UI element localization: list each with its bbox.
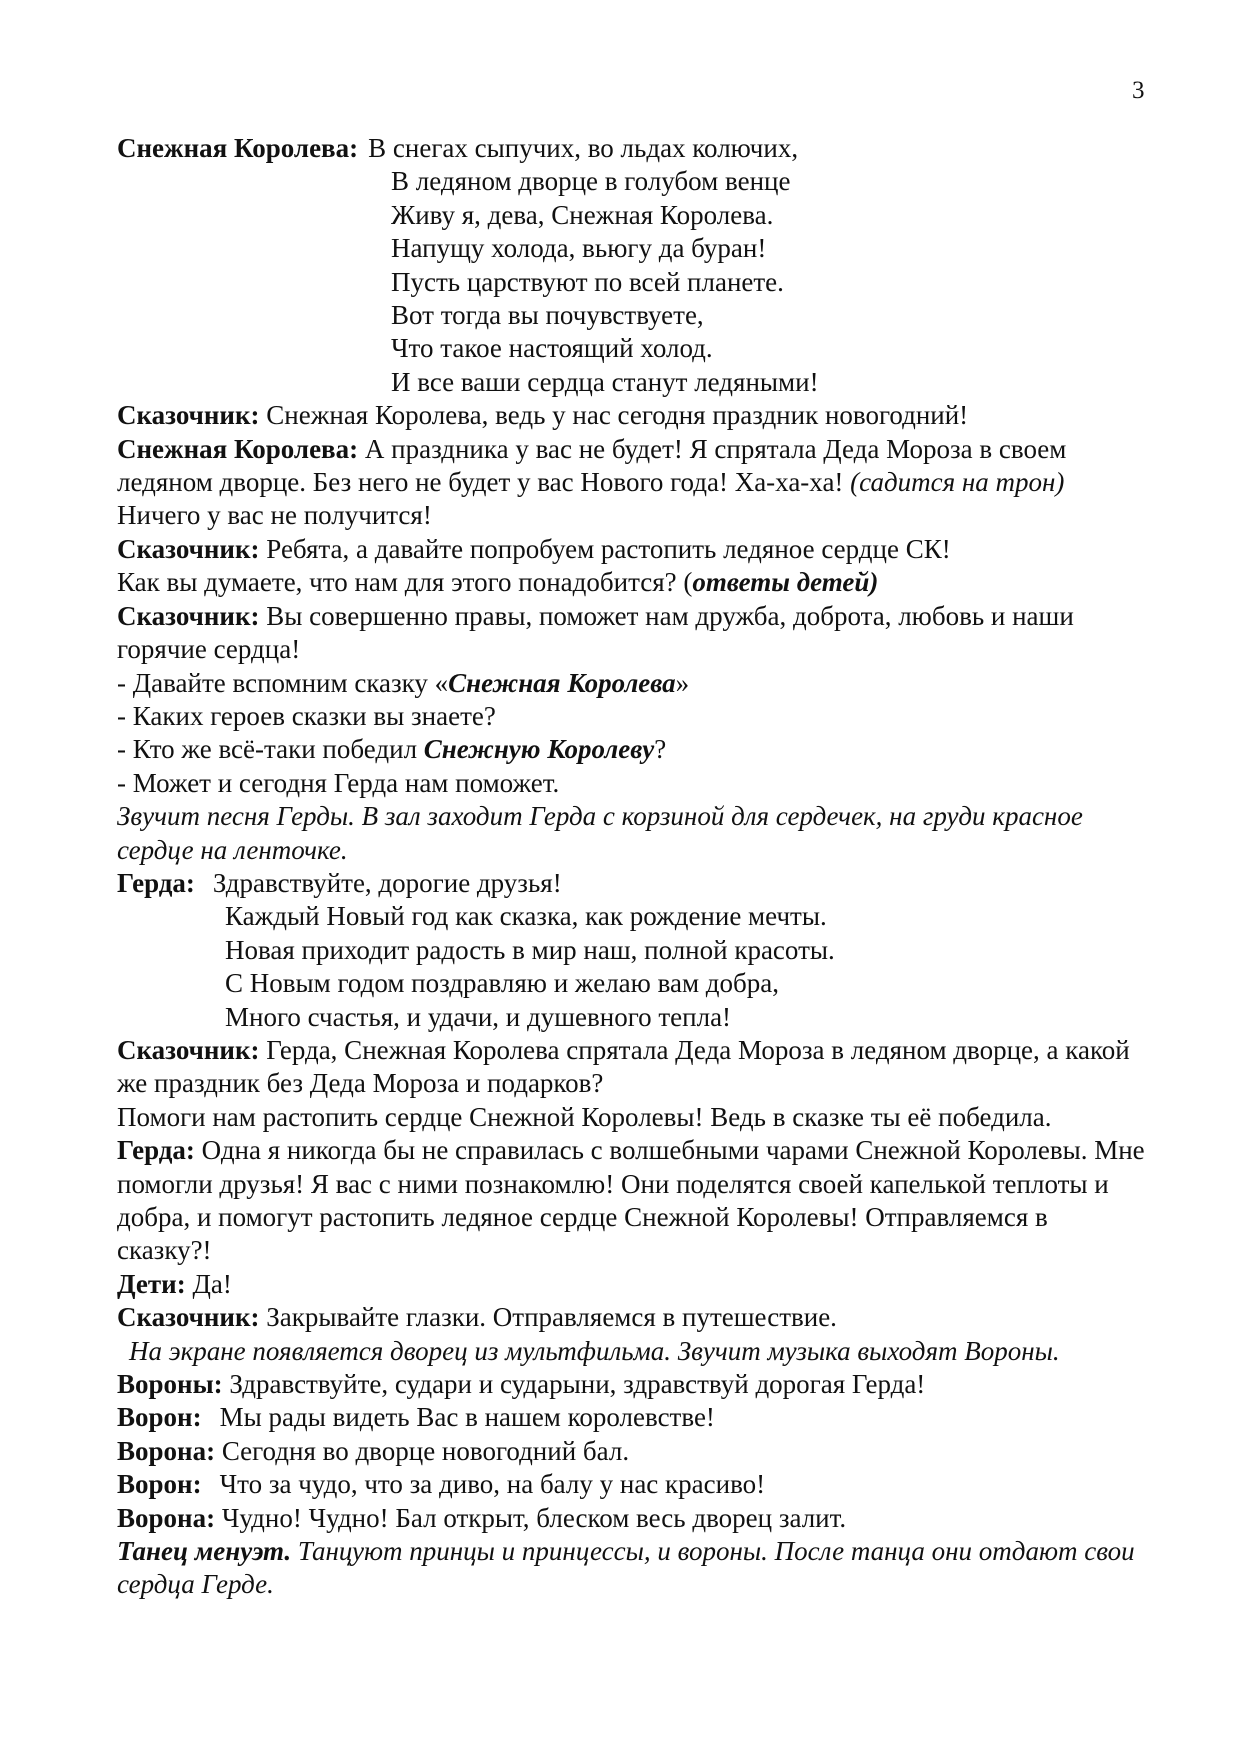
children-speech: Да! [192, 1268, 232, 1299]
speaker-narrator: Сказочник: [117, 400, 260, 431]
queen-poem-line: Вот тогда вы почувствуете, [391, 300, 704, 331]
speaker-narrator: Сказочник: [117, 1034, 260, 1065]
speaker-raven-m: Ворон: [117, 1402, 202, 1433]
question-text: - Давайте вспомним сказку « [117, 667, 449, 698]
gerda-poem-line: Здравствуйте, дорогие друзья! [212, 867, 562, 898]
narrator-line [117, 600, 1147, 667]
question-text: - Может и сегодня Герда нам поможет. [117, 767, 560, 798]
question-text: - Каких героев сказки вы знаете? [117, 700, 496, 731]
narrator-speech: Как вы думаете, что нам для этого понадобится? ( [117, 567, 693, 598]
speaker-narrator: Сказочник: [117, 600, 260, 631]
raven-m-speech: Мы рады видеть Вас в нашем королевстве! [219, 1402, 715, 1433]
speaker-narrator: Сказочник: [117, 533, 260, 564]
gerda-line-1 [117, 867, 1147, 900]
script-text [117, 132, 1147, 1602]
narrator-speech: Снежная Королева, ведь у нас сегодня праздник новогодний! [266, 400, 969, 431]
question-item [117, 733, 1147, 766]
stage-direction: На экране появляется дворец из мультфильма. Звучит музыка выходят Вороны. [129, 1335, 1060, 1366]
narrator-speech: Вы совершенно правы, поможет нам дружба, доброта, любовь и наши горячие сердца! [117, 600, 1074, 665]
narrator-line-continued [117, 566, 1147, 599]
stage-direction-dance [117, 1535, 1147, 1602]
question-emphasis: Снежная Королева [448, 667, 676, 698]
gerda-poem-line: С Новым годом поздравляю и желаю вам добра, [225, 968, 780, 999]
queen-line [117, 433, 1147, 533]
queen-poem-line: В ледяном дворце в голубом венце [391, 166, 791, 197]
narrator-line [117, 1034, 1147, 1101]
raven-m-line [117, 1401, 1147, 1434]
speaker-raven-f: Ворона: [117, 1435, 216, 1466]
question-text-end: » [675, 667, 690, 698]
speaker-children: Дети: [117, 1268, 186, 1299]
question-text: - Кто же всё-таки победил [117, 734, 424, 765]
speaker-queen: Снежная Королева: [117, 433, 359, 464]
gerda-speech: Одна я никогда бы не справилась с волшебными чарами Снежной Королевы. Мне помогли друзья! Я вас с ними познакомлю! Они поделятся своей капелькой теплоты и добра, и помогут растопить ледяное сердце Снежной Королевы! Отправляемся в сказку?! [117, 1135, 1145, 1266]
children-line [117, 1268, 1147, 1301]
queen-poem-line: Напущу холода, вьюгу да буран! [391, 233, 767, 264]
queen-poem-line: Живу я, дева, Снежная Королева. [391, 199, 774, 230]
speaker-queen: Снежная Королева: [117, 133, 359, 163]
speaker-raven-f: Ворона: [117, 1502, 216, 1533]
narrator-line-continued: Помоги нам растопить сердце Снежной Королевы! Ведь в сказке ты её победила. [117, 1101, 1052, 1132]
dance-title: Танец менуэт. [117, 1536, 292, 1567]
raven-f-line [117, 1502, 1147, 1535]
question-item [117, 667, 1147, 700]
ravens-speech: Здравствуйте, судари и сударыни, здравствуй дорогая Герда! [229, 1369, 926, 1400]
queen-speech-tail: Ничего у вас не получится! [117, 500, 432, 531]
stage-direction: (садится на трон) [850, 467, 1065, 498]
speaker-narrator: Сказочник: [117, 1302, 260, 1333]
speaker-gerda: Герда: [117, 867, 195, 898]
narrator-speech: Герда, Снежная Королева спрятала Деда Мороза в ледяном дворце, а какой же праздник без Деда Мороза и подарков? [117, 1034, 1130, 1099]
raven-f-line [117, 1435, 1147, 1468]
queen-speech: А праздника у вас не будет! Я спрятала Деда Мороза в своем ледяном дворце. Без него не будет у вас Нового года! Ха-ха-ха! [117, 433, 1067, 498]
stage-direction: Звучит песня Герды. В зал заходит Герда с корзиной для сердечек, на груди красное сердце на ленточке. [117, 801, 1083, 865]
speaker-raven-m: Ворон: [117, 1469, 202, 1500]
raven-m-speech: Что за чудо, что за диво, на балу у нас красиво! [219, 1469, 766, 1500]
raven-f-speech: Сегодня во дворце новогодний бал. [221, 1435, 630, 1466]
queen-poem-line: И все ваши сердца станут ледяными! [391, 366, 819, 397]
narrator-line [117, 533, 1147, 566]
question-text-end: ? [654, 734, 667, 765]
gerda-poem-line: Каждый Новый год как сказка, как рождение мечты. [225, 901, 827, 932]
question-item [117, 700, 1147, 733]
speaker-ravens: Вороны: [117, 1369, 223, 1400]
stage-direction: ответы детей) [692, 567, 879, 598]
queen-line-1 [117, 132, 1147, 165]
queen-poem-line: В снегах сыпучих, во льдах колючих, [368, 133, 799, 163]
speaker-gerda: Герда: [117, 1135, 195, 1166]
gerda-poem-line: Новая приходит радость в мир наш, полной красоты. [225, 934, 835, 965]
narrator-line [117, 399, 1147, 432]
dance-text: Танцуют принцы и принцессы, и вороны. После танца они отдают свои сердца Герде. [117, 1536, 1135, 1600]
gerda-line [117, 1134, 1147, 1268]
page-number: 3 [1132, 77, 1145, 104]
narrator-speech: Закрывайте глазки. Отправляемся в путешествие. [266, 1302, 837, 1333]
ravens-line [117, 1368, 1147, 1401]
narrator-speech: Ребята, а давайте попробуем растопить ледяное сердце СК! [266, 533, 951, 564]
raven-m-line [117, 1468, 1147, 1501]
queen-poem-line: Что такое настоящий холод. [391, 333, 713, 364]
queen-poem-line: Пусть царствуют по всей планете. [391, 266, 784, 297]
question-item [117, 767, 1147, 800]
question-emphasis: Снежную Королеву [423, 734, 655, 765]
raven-f-speech: Чудно! Чудно! Бал открыт, блеском весь дворец залит. [221, 1502, 847, 1533]
narrator-line [117, 1301, 1147, 1334]
gerda-poem-line: Много счастья, и удачи, и душевного тепла! [225, 1001, 732, 1032]
